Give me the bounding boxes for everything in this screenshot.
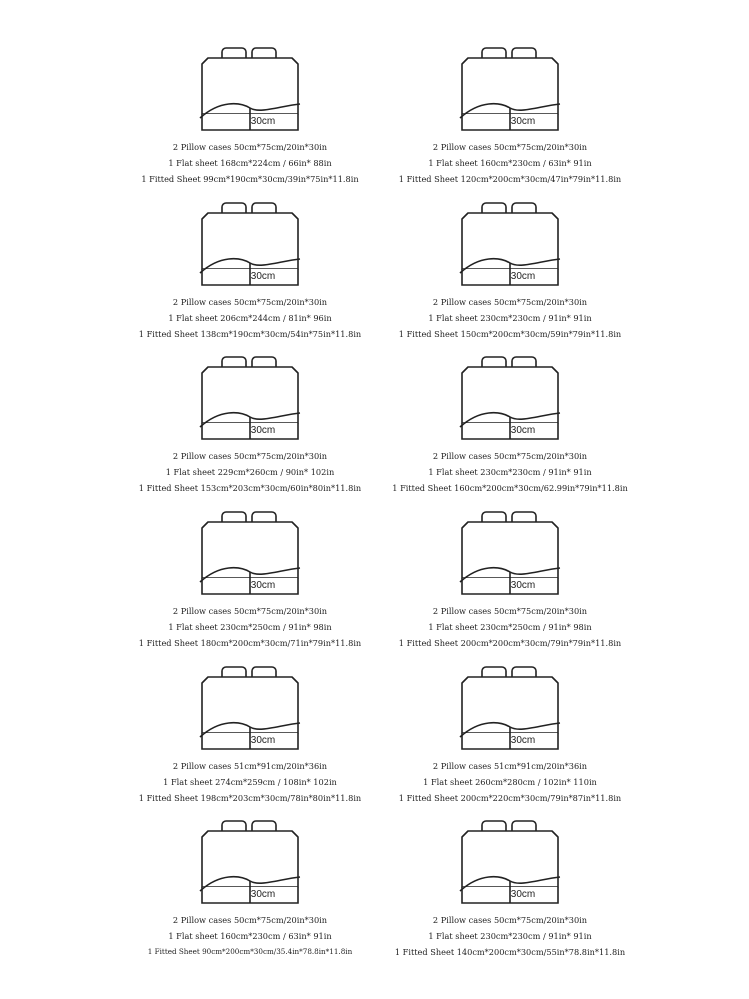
pillow-spec: 2 Pillow cases 50cm*75cm/20in*30in [432,606,588,616]
bed-icon [180,197,320,292]
depth-label: 30cm [250,116,276,127]
depth-label: 30cm [250,735,276,746]
bed-icon [180,351,320,446]
depth-label: 30cm [250,889,276,900]
depth-label: 30cm [250,580,276,591]
flat-sheet-spec: 1 Flat sheet 230cm*230cm / 91in* 91in [428,467,592,477]
depth-label: 30cm [510,116,536,127]
flat-sheet-spec: 1 Flat sheet 160cm*230cm / 63in* 91in [168,931,332,941]
flat-sheet-spec: 1 Flat sheet 229cm*260cm / 90in* 102in [165,467,335,477]
size-card [100,506,400,656]
pillow-spec: 2 Pillow cases 51cm*91cm/20in*36in [432,761,588,771]
pillow-spec: 2 Pillow cases 50cm*75cm/20in*30in [432,142,588,152]
bed-icon [440,506,580,601]
flat-sheet-spec: 1 Flat sheet 230cm*230cm / 91in* 91in [428,313,592,323]
flat-sheet-spec: 1 Flat sheet 168cm*224cm / 66in* 88in [168,158,332,168]
flat-sheet-spec: 1 Flat sheet 230cm*230cm / 91in* 91in [428,931,592,941]
depth-label: 30cm [510,580,536,591]
fitted-sheet-spec: 1 Fitted Sheet 198cm*203cm*30cm/78in*80in*11.8in [138,793,362,803]
bed-icon [440,661,580,756]
pillow-spec: 2 Pillow cases 50cm*75cm/20in*30in [432,451,588,461]
size-card [360,197,660,347]
fitted-sheet-spec: 1 Fitted Sheet 140cm*200cm*30cm/55in*78.8in*11.8in [394,947,626,957]
pillow-spec: 2 Pillow cases 50cm*75cm/20in*30in [172,142,328,152]
size-card [100,42,400,192]
fitted-sheet-spec: 1 Fitted Sheet 90cm*200cm*30cm/35.4in*78.8in*11.8in [147,947,353,956]
bed-icon [440,351,580,446]
fitted-sheet-spec: 1 Fitted Sheet 200cm*200cm*30cm/79in*79in*11.8in [398,638,622,648]
size-card [360,506,660,656]
size-card [360,351,660,501]
fitted-sheet-spec: 1 Fitted Sheet 180cm*200cm*30cm/71in*79in*11.8in [138,638,362,648]
pillow-spec: 2 Pillow cases 50cm*75cm/20in*30in [172,297,328,307]
size-card [100,351,400,501]
bed-icon [440,815,580,910]
pillow-spec: 2 Pillow cases 50cm*75cm/20in*30in [432,297,588,307]
pillow-spec: 2 Pillow cases 50cm*75cm/20in*30in [432,915,588,925]
bed-icon [440,197,580,292]
bed-icon [180,42,320,137]
depth-label: 30cm [510,889,536,900]
depth-label: 30cm [250,271,276,282]
bed-icon [180,506,320,601]
pillow-spec: 2 Pillow cases 50cm*75cm/20in*30in [172,451,328,461]
depth-label: 30cm [510,271,536,282]
pillow-spec: 2 Pillow cases 50cm*75cm/20in*30in [172,606,328,616]
size-card [100,197,400,347]
bed-icon [440,42,580,137]
pillow-spec: 2 Pillow cases 50cm*75cm/20in*30in [172,915,328,925]
depth-label: 30cm [510,425,536,436]
flat-sheet-spec: 1 Flat sheet 274cm*259cm / 108in* 102in [163,777,337,787]
fitted-sheet-spec: 1 Fitted Sheet 99cm*190cm*30cm/39in*75in*11.8in [141,174,359,184]
size-card [100,815,400,965]
bed-icon [180,661,320,756]
fitted-sheet-spec: 1 Fitted Sheet 138cm*190cm*30cm/54in*75in*11.8in [138,329,362,339]
depth-label: 30cm [510,735,536,746]
bed-icon [180,815,320,910]
flat-sheet-spec: 1 Flat sheet 206cm*244cm / 81in* 96in [168,313,332,323]
size-card [100,661,400,811]
pillow-spec: 2 Pillow cases 51cm*91cm/20in*36in [172,761,328,771]
fitted-sheet-spec: 1 Fitted Sheet 120cm*200cm*30cm/47in*79in*11.8in [398,174,622,184]
flat-sheet-spec: 1 Flat sheet 230cm*250cm / 91in* 98in [428,622,592,632]
size-card [360,661,660,811]
size-card [360,42,660,192]
flat-sheet-spec: 1 Flat sheet 230cm*250cm / 91in* 98in [168,622,332,632]
flat-sheet-spec: 1 Flat sheet 260cm*280cm / 102in* 110in [423,777,597,787]
depth-label: 30cm [250,425,276,436]
fitted-sheet-spec: 1 Fitted Sheet 200cm*220cm*30cm/79in*87in*11.8in [398,793,622,803]
fitted-sheet-spec: 1 Fitted Sheet 153cm*203cm*30cm/60in*80in*11.8in [138,483,362,493]
fitted-sheet-spec: 1 Fitted Sheet 150cm*200cm*30cm/59in*79in*11.8in [398,329,622,339]
size-card [360,815,660,965]
fitted-sheet-spec: 1 Fitted Sheet 160cm*200cm*30cm/62.99in*79in*11.8in [392,483,628,493]
flat-sheet-spec: 1 Flat sheet 160cm*230cm / 63in* 91in [428,158,592,168]
